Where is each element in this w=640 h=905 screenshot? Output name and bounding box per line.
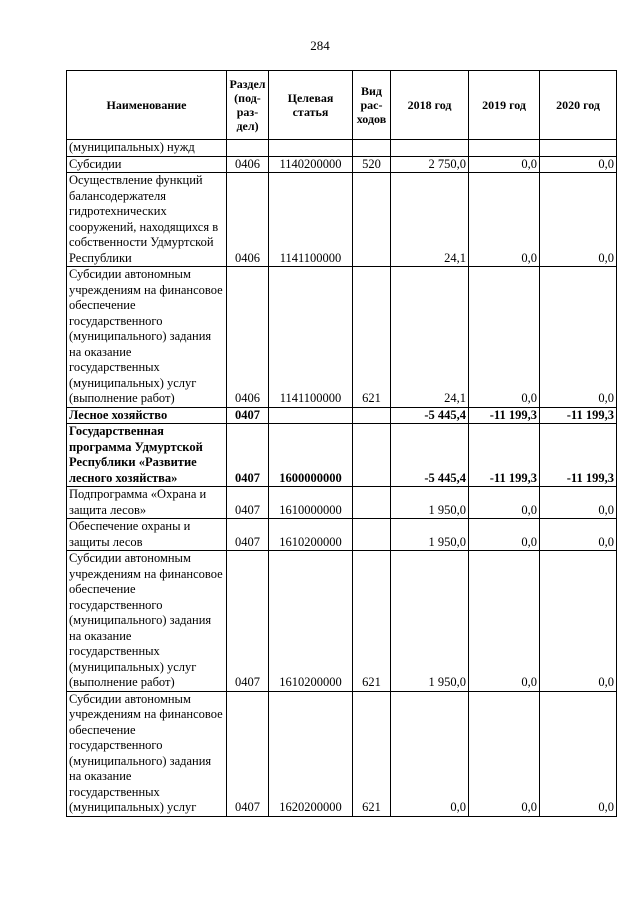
- row-type: 621: [353, 267, 391, 408]
- row-section: 0407: [227, 487, 269, 519]
- row-type: 621: [353, 551, 391, 692]
- row-name: Субсидии: [67, 156, 227, 173]
- row-type: [353, 140, 391, 157]
- row-section: 0406: [227, 267, 269, 408]
- row-2019: -11 199,3: [469, 407, 540, 424]
- row-2020: 0,0: [540, 551, 617, 692]
- row-type: [353, 173, 391, 267]
- row-2020: 0,0: [540, 487, 617, 519]
- row-name: Подпрограмма «Охрана и защита лесов»: [67, 487, 227, 519]
- row-name: Лесное хозяйство: [67, 407, 227, 424]
- row-2020: -11 199,3: [540, 424, 617, 487]
- row-section: 0407: [227, 407, 269, 424]
- row-2018: [391, 140, 469, 157]
- row-target: 1610200000: [269, 519, 353, 551]
- row-target: [269, 140, 353, 157]
- table-row: [67, 156, 617, 173]
- col-header-2019: 2019 год: [469, 71, 540, 140]
- row-2020: 0,0: [540, 691, 617, 816]
- row-target: 1610000000: [269, 487, 353, 519]
- col-header-section: Раздел (под-раз-дел): [227, 71, 269, 140]
- row-name: Осуществление функций балансодержателя гидротехнических сооружений, находящихся в собственности Удмуртской Республики: [67, 173, 227, 267]
- table-row: [67, 424, 617, 487]
- row-type: [353, 519, 391, 551]
- budget-table: [66, 70, 617, 817]
- row-2019: 0,0: [469, 267, 540, 408]
- row-target: 1620200000: [269, 691, 353, 816]
- row-name: (муниципальных) нужд: [67, 140, 227, 157]
- table-row: [67, 691, 617, 816]
- row-section: 0406: [227, 156, 269, 173]
- row-2019: 0,0: [469, 173, 540, 267]
- row-section: 0406: [227, 173, 269, 267]
- row-type: [353, 424, 391, 487]
- row-name: Субсидии автономным учреждениям на финансовое обеспечение государственного (муниципального) задания на оказание государственных (муниципальных) услуг: [67, 691, 227, 816]
- row-section: 0407: [227, 551, 269, 692]
- row-2020: 0,0: [540, 267, 617, 408]
- row-2018: 1 950,0: [391, 551, 469, 692]
- table-header-row: [67, 71, 617, 140]
- row-section: [227, 140, 269, 157]
- page-number: 284: [310, 38, 330, 53]
- row-2019: 0,0: [469, 487, 540, 519]
- col-header-2020: 2020 год: [540, 71, 617, 140]
- row-name: Субсидии автономным учреждениям на финансовое обеспечение государственного (муниципального) задания на оказание государственных (муниципальных) услуг (выполнение работ): [67, 551, 227, 692]
- table-row: [67, 551, 617, 692]
- row-2019: 0,0: [469, 519, 540, 551]
- row-2019: [469, 140, 540, 157]
- table-row: [67, 173, 617, 267]
- col-header-2018: 2018 год: [391, 71, 469, 140]
- row-type: [353, 487, 391, 519]
- row-name: Субсидии автономным учреждениям на финансовое обеспечение государственного (муниципального) задания на оказание государственных (муниципальных) услуг (выполнение работ): [67, 267, 227, 408]
- row-target: [269, 407, 353, 424]
- table-row: [67, 487, 617, 519]
- row-2018: -5 445,4: [391, 407, 469, 424]
- row-2019: 0,0: [469, 156, 540, 173]
- row-2018: 24,1: [391, 173, 469, 267]
- row-target: 1610200000: [269, 551, 353, 692]
- row-2019: -11 199,3: [469, 424, 540, 487]
- row-type: 621: [353, 691, 391, 816]
- row-target: 1141100000: [269, 267, 353, 408]
- row-2018: 2 750,0: [391, 156, 469, 173]
- row-2018: 0,0: [391, 691, 469, 816]
- col-header-type: Вид рас-ходов: [353, 71, 391, 140]
- table-row: [67, 519, 617, 551]
- row-2020: 0,0: [540, 173, 617, 267]
- row-2020: 0,0: [540, 519, 617, 551]
- row-2018: 24,1: [391, 267, 469, 408]
- row-2019: 0,0: [469, 551, 540, 692]
- row-type: 520: [353, 156, 391, 173]
- row-name: Обеспечение охраны и защиты лесов: [67, 519, 227, 551]
- row-2019: 0,0: [469, 691, 540, 816]
- col-header-name: Наименование: [67, 71, 227, 140]
- row-target: 1600000000: [269, 424, 353, 487]
- row-2018: 1 950,0: [391, 487, 469, 519]
- row-2018: 1 950,0: [391, 519, 469, 551]
- row-type: [353, 407, 391, 424]
- row-2020: [540, 140, 617, 157]
- row-target: 1140200000: [269, 156, 353, 173]
- table-row: [67, 140, 617, 157]
- row-2020: -11 199,3: [540, 407, 617, 424]
- row-section: 0407: [227, 519, 269, 551]
- row-2018: -5 445,4: [391, 424, 469, 487]
- table-row: [67, 267, 617, 408]
- table-row: [67, 407, 617, 424]
- row-target: 1141100000: [269, 173, 353, 267]
- row-section: 0407: [227, 424, 269, 487]
- row-name: Государственная программа Удмуртской Республики «Развитие лесного хозяйства»: [67, 424, 227, 487]
- col-header-target: Целевая статья: [269, 71, 353, 140]
- row-section: 0407: [227, 691, 269, 816]
- row-2020: 0,0: [540, 156, 617, 173]
